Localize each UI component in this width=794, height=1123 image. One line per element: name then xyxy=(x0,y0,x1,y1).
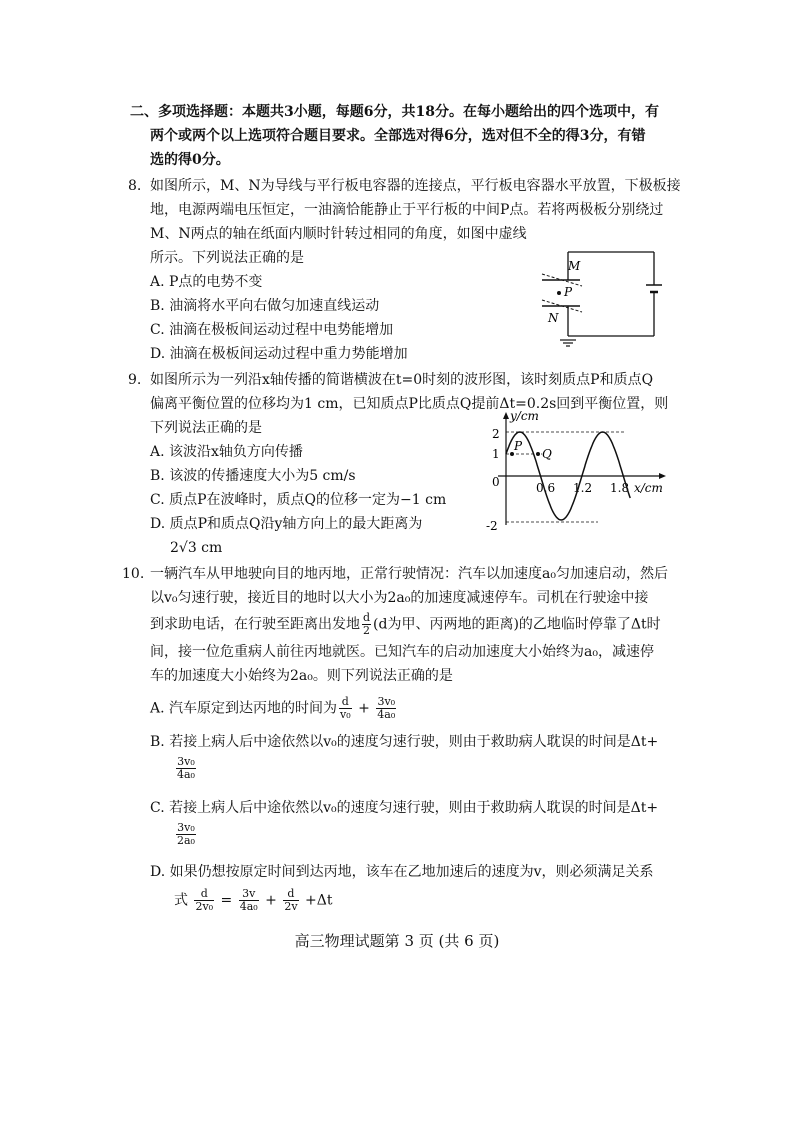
section2-line3: 选的得0分。 xyxy=(150,152,230,168)
point-q-label: Q xyxy=(542,447,552,461)
q8-line3: M、N两点的轴在纸面内顺时针转过相同的角度，如图中虚线 xyxy=(150,226,527,242)
q8-option-a: A. P点的电势不变 xyxy=(150,274,263,290)
wave-graph-figure xyxy=(478,410,678,540)
q10-option-b-frac: $\frac{\text{3v₀}}{\text{4a₀}}$ xyxy=(177,755,195,781)
section2-line2: 两个或两个以上选项符合题目要求。全部选对得6分，选对但不全的得3分，有错 xyxy=(150,128,646,144)
y-tick-1: 1 xyxy=(492,447,500,461)
q9-line2: 偏离平衡位置的位移均为1 cm，已知质点P比质点Q提前Δt=0.2s回到平衡位置，则 xyxy=(150,396,669,412)
q9-option-c: C. 质点P在波峰时，质点Q的位移一定为−1 cm xyxy=(150,492,447,508)
q9-option-d: D. 质点P和质点Q沿y轴方向上的最大距离为 xyxy=(150,516,423,532)
q10-option-c: C. 若接上病人后中途依然以v₀的速度匀速行驶，则由于救助病人耽误的时间是Δt+ xyxy=(150,800,659,816)
x-tick-0.6: 0.6 xyxy=(536,481,556,495)
q9-option-d-value: 2√3 cm xyxy=(170,540,223,556)
capacitor-circuit-figure xyxy=(520,240,670,350)
q10-line1: 一辆汽车从甲地驶向目的地丙地，正常行驶情况：汽车以加速度a₀匀加速启动，然后 xyxy=(150,566,668,582)
y-axis-label: y/cm xyxy=(510,410,539,423)
q10-line5: 车的加速度大小始终为2a₀。则下列说法正确的是 xyxy=(150,668,453,684)
q10-option-d-formula: 式 $\frac{d}{\text{2v₀}}$ = $\frac{3v}{\text{4a₀}}$ + $\frac{d}{2v}$ +Δt xyxy=(174,887,333,913)
q10-line2: 以v₀匀速行驶，接近目的地时以大小为2a₀的加速度减速停车。司机在行驶途中接 xyxy=(150,590,649,606)
q9-option-a: A. 该波沿x轴负方向传播 xyxy=(150,444,303,460)
q8-option-b: B. 油滴将水平向右做匀加速直线运动 xyxy=(150,298,380,314)
q10-option-a: A. 汽车原定到达丙地的时间为 $\frac{d}{\text{v₀}}$ + $\frac{\text{3v₀}}{\text{4a₀}}$ xyxy=(150,695,396,721)
q8-number: 8. xyxy=(128,178,142,194)
q9-option-b: B. 该波的传播速度大小为5 cm/s xyxy=(150,468,356,484)
y-tick-2: 2 xyxy=(492,427,500,441)
q8-line4: 所示。下列说法正确的是 xyxy=(150,250,304,266)
q9-line3: 下列说法正确的是 xyxy=(150,420,262,436)
x-axis-label: x/cm xyxy=(634,481,663,495)
q10-number: 10. xyxy=(122,566,145,582)
label-m: M xyxy=(568,259,581,273)
page-footer: 高三物理试题第 3 页 (共 6 页) xyxy=(294,932,500,950)
y-tick-0: 0 xyxy=(492,475,500,489)
frac-d-over-2: $\frac{d}{2}$ xyxy=(363,611,371,637)
q8-line1: 如图所示，M、N为导线与平行板电容器的连接点，平行板电容器水平放置，下极板接 xyxy=(150,178,681,194)
y-tick-minus2: -2 xyxy=(486,519,498,533)
q10-line4: 间，接一位危重病人前往丙地就医。已知汽车的启动加速度大小始终为a₀，减速停 xyxy=(150,644,654,660)
x-tick-1.2: 1.2 xyxy=(573,481,593,495)
q10-option-b: B. 若接上病人后中途依然以v₀的速度匀速行驶，则由于救助病人耽误的时间是Δt+ xyxy=(150,734,659,750)
q10-option-d: D. 如果仍想按原定时间到达丙地，该车在乙地加速后的速度为v，则必须满足关系 xyxy=(150,864,654,880)
label-n: N xyxy=(548,311,559,325)
q10-option-c-frac: $\frac{\text{3v₀}}{\text{2a₀}}$ xyxy=(177,821,195,847)
label-p: P xyxy=(564,285,573,299)
x-tick-1.8: 1.8 xyxy=(610,481,630,495)
q8-option-d: D. 油滴在极板间运动过程中重力势能增加 xyxy=(150,346,408,362)
point-p-label: P xyxy=(514,439,523,453)
q8-option-c: C. 油滴在极板间运动过程中电势能增加 xyxy=(150,322,394,338)
q9-line1: 如图所示为一列沿x轴传播的简谐横波在t=0时刻的波形图，该时刻质点P和质点Q xyxy=(150,372,654,388)
section2-line1: 二、多项选择题：本题共3小题，每题6分，共18分。在每小题给出的四个选项中，有 xyxy=(130,104,659,120)
q10-line3: 到求助电话，在行驶至距离出发地 $\frac{d}{2}$ (d为甲、丙两地的距离)的乙地临时停靠了Δt时 xyxy=(150,611,661,637)
q9-number: 9. xyxy=(128,372,142,388)
q8-line2: 地，电源两端电压恒定，一油滴恰能静止于平行板的中间P点。若将两极板分别绕过 xyxy=(150,202,664,218)
